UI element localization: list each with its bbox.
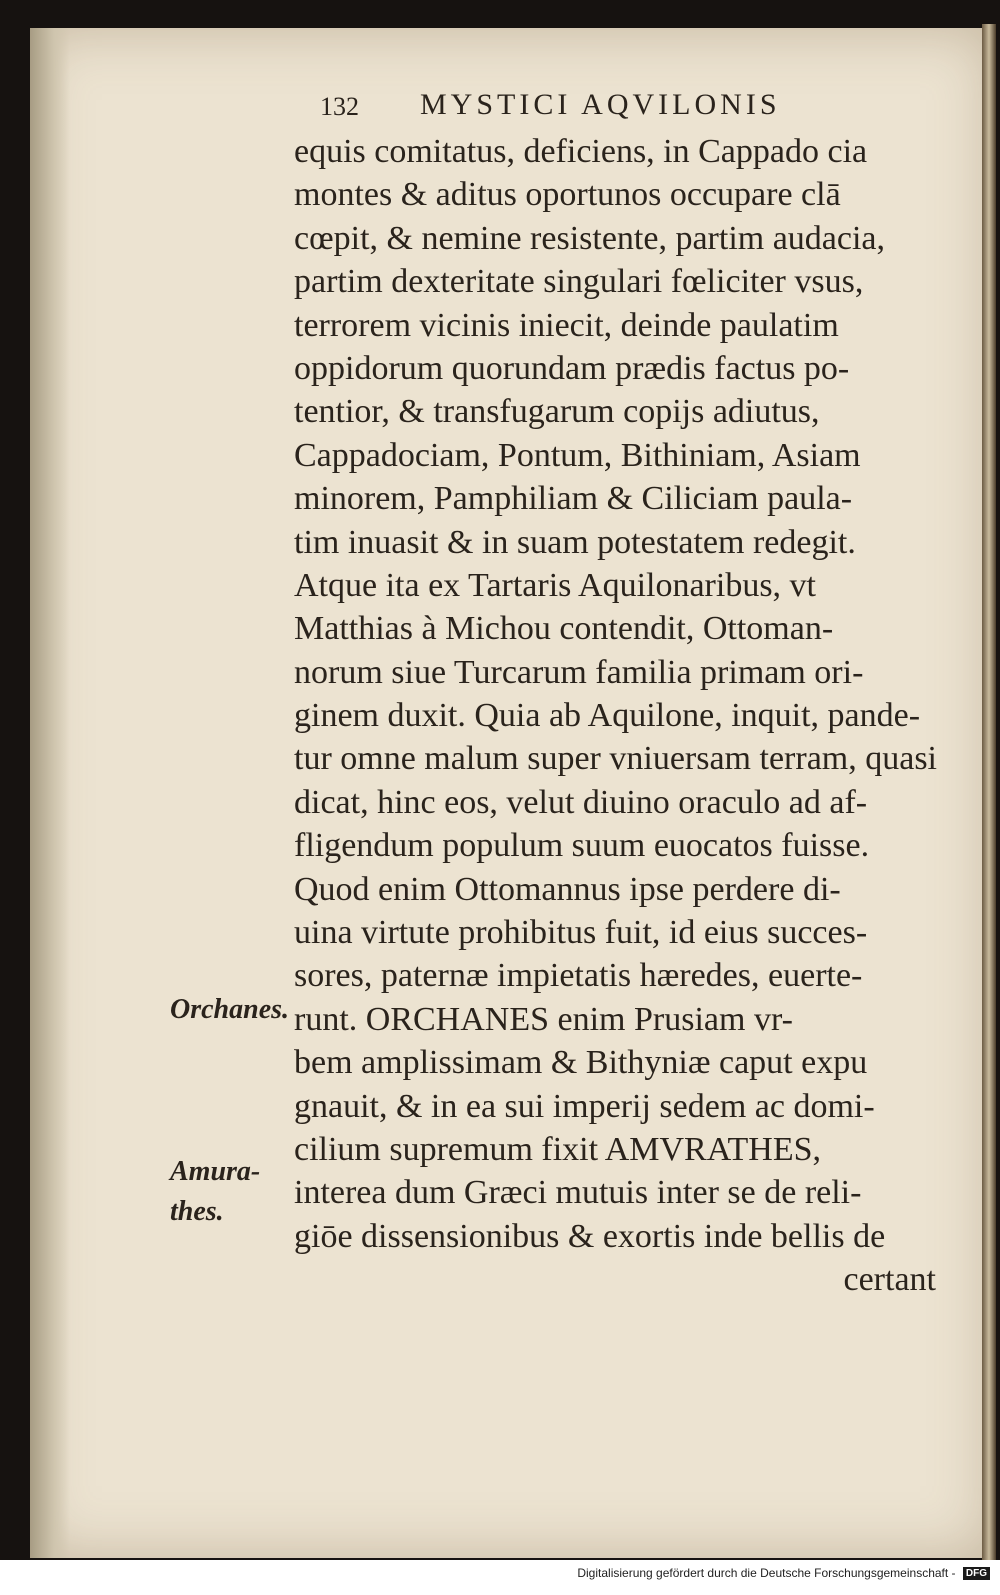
footer — [0, 1566, 990, 1588]
page-number: 132 — [320, 92, 359, 121]
catchword: certant — [843, 1261, 936, 1299]
text-line: sores, paternæ impietatis hæredes, euerte- — [294, 957, 863, 995]
text-line: runt. ORCHANES enim Prusiam vr- — [294, 1000, 793, 1038]
text-line: partim dexteritate singulari fœliciter vsus, — [294, 263, 864, 301]
body-text — [294, 130, 954, 1302]
running-head — [320, 88, 880, 128]
text-line: cœpit, & nemine resistente, partim audacia, — [294, 219, 886, 257]
text-line: tentior, & transfugarum copijs adiutus, — [294, 393, 820, 431]
text-line: fligendum populum suum euocatos fuisse. — [294, 827, 870, 865]
text-line: cilium supremum fixit AMVRATHES, — [294, 1130, 821, 1168]
text-line: tim inuasit & in suam potestatem redegit. — [294, 523, 856, 561]
footer-credit: Digitalisierung gefördert durch die Deutsche Forschungsgemeinschaft - — [577, 1566, 956, 1580]
text-line: equis comitatus, deficiens, in Cappado cia — [294, 133, 868, 170]
text-line: interea dum Græci mutuis inter se de reli- — [294, 1174, 862, 1212]
text-line: terrorem vicinis iniecit, deinde paulatim — [294, 306, 839, 344]
text-line: Atque ita ex Tartaris Aquilonaribus, vt — [294, 566, 817, 604]
text-line: tur omne malum super vniuersam terram, quasi — [294, 740, 937, 778]
page-right-edge — [982, 24, 996, 1560]
margin-note-orchanes: Orchanes. — [170, 994, 290, 1025]
margin-note-amurathes: Amura-thes. — [170, 1156, 261, 1227]
text-line: Quod enim Ottomannus ipse perdere di- — [294, 870, 841, 908]
dfg-logo-icon: DFG — [963, 1567, 990, 1580]
text-line: bem amplissimam & Bithyniæ caput expu — [294, 1044, 868, 1082]
text-line: Cappadociam, Pontum, Bithiniam, Asiam — [294, 436, 861, 474]
text-line: norum siue Turcarum familia primam ori- — [294, 653, 864, 691]
text-line: montes & aditus oportunos occupare clā — [294, 176, 841, 214]
running-title: MYSTICI AQVILONIS — [420, 88, 781, 121]
text-line: giōe dissensionibus & exortis inde bellis de — [294, 1217, 886, 1255]
text-line: dicat, hinc eos, velut diuino oraculo ad af- — [294, 783, 868, 821]
text-line: gnauit, & in ea sui imperij sedem ac domi- — [294, 1087, 875, 1125]
text-line: minorem, Pamphiliam & Ciliciam paula- — [294, 480, 853, 518]
text-line: ginem duxit. Quia ab Aquilone, inquit, pande- — [294, 697, 921, 735]
text-line: oppidorum quorundam prædis factus po- — [294, 349, 850, 387]
page-gutter-shadow — [30, 28, 70, 1558]
text-line: Matthias à Michou contendit, Ottoman- — [294, 610, 834, 648]
text-line: uina virtute prohibitus fuit, id eius succes- — [294, 914, 868, 952]
